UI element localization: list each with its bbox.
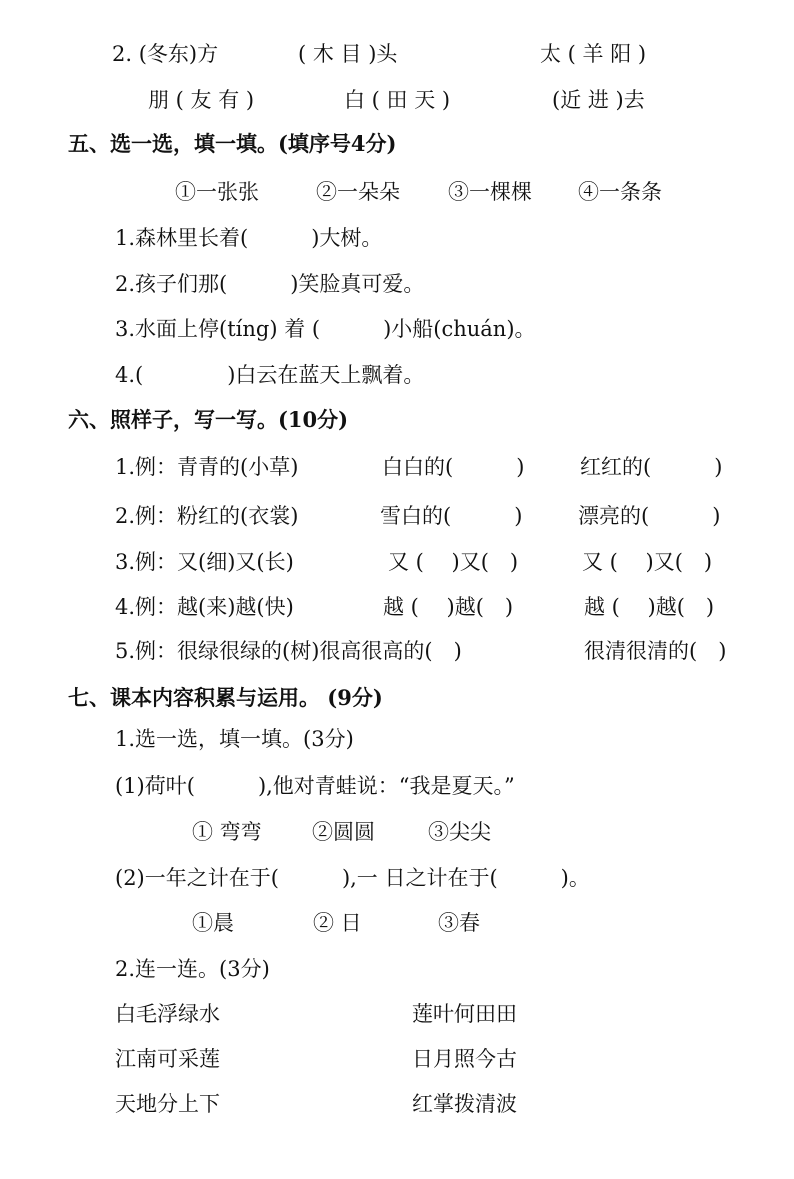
s7-left-line-3: 天地分上下 [115,1092,220,1116]
s7-right-line-1: 莲叶何田田 [412,1002,517,1026]
s7-q1b-option-1: ①晨 [192,911,234,935]
s7-q1b-option-3: ③春 [438,911,480,935]
s7-left-line-2: 江南可采莲 [115,1047,220,1071]
s5-option-1: ①一张张 [175,180,259,204]
s6-row4-blank2: 越 ( )越( ) [584,595,715,619]
s4-row1-num: 2. [112,42,133,66]
s6-row1-example: 1.例：青青的(小草) [115,455,299,479]
s7-right-line-2: 日月照今古 [412,1047,517,1071]
s7-q1a: (1)荷叶( ),他对青蛙说：“我是夏天。” [115,774,515,798]
s7-q2-title: 2.连一连。(3分) [115,957,270,981]
s6-row1-blank1: 白白的( ) [382,455,525,479]
s4-row1-col1 [112,40,218,68]
s6-row4-blank1: 越 ( )越( ) [383,595,514,619]
s4-row1-item1: (冬东)方 [138,42,219,66]
s6-row2-blank1: 雪白的( ) [380,504,523,528]
s4-row1-item3: 太 ( 羊 阳 ) [540,42,647,66]
s7-q1a-option-1: ① 弯弯 [192,820,262,844]
s7-left-line-1: 白毛浮绿水 [115,1002,220,1026]
s6-row5-blank2: 很清很清的( ) [584,639,727,663]
s7-q1a-option-3: ③尖尖 [428,820,491,844]
s6-row2-example: 2.例：粉红的(衣裳) [115,504,299,528]
s6-row2-blank2: 漂亮的( ) [578,504,721,528]
s7-q1a-option-2: ②圆圆 [312,820,375,844]
s5-option-2: ②一朵朵 [316,180,400,204]
section6-heading: 六、照样子，写一写。(10分) [68,407,349,432]
s5-item-3: 3.水面上停(tíng) 着 ( )小船(chuán)。 [115,317,536,341]
s5-item-2: 2.孩子们那( )笑脸真可爱。 [115,272,425,296]
s5-item-4: 4.( )白云在蓝天上飘着。 [115,363,425,387]
s7-q1b: (2)一年之计在于( ),一 日之计在于( )。 [115,866,590,890]
s5-item-1: 1.森林里长着( )大树。 [115,226,383,250]
s5-option-4: ④一条条 [578,180,662,204]
s4-row2-item1: 朋 ( 友 有 ) [148,88,255,112]
s6-row3-blank2: 又 ( )又( ) [582,550,713,574]
s6-row1-blank2: 红红的( ) [580,455,723,479]
s7-q1-title: 1.选一选，填一填。(3分) [115,727,354,751]
s4-row1-item2: ( 木 目 )头 [298,42,398,66]
s4-row2-item3: (近 进 )去 [552,88,645,112]
s6-row3-example: 3.例：又(细)又(长) [115,550,294,574]
s6-row5-example: 5.例：很绿很绿的(树)很高很高的( ) [115,639,462,663]
s7-q1b-option-2: ② 日 [313,911,362,935]
section7-heading: 七、课本内容积累与运用。 (9分) [68,685,383,710]
s4-row2-item2: 白 ( 田 天 ) [344,88,451,112]
s7-right-line-3: 红掌拨清波 [412,1092,517,1116]
s6-row4-example: 4.例：越(来)越(快) [115,595,294,619]
s6-row3-blank1: 又 ( )又( ) [388,550,519,574]
s5-option-3: ③一棵棵 [448,180,532,204]
section5-heading: 五、选一选，填一填。(填序号4分) [68,131,397,156]
